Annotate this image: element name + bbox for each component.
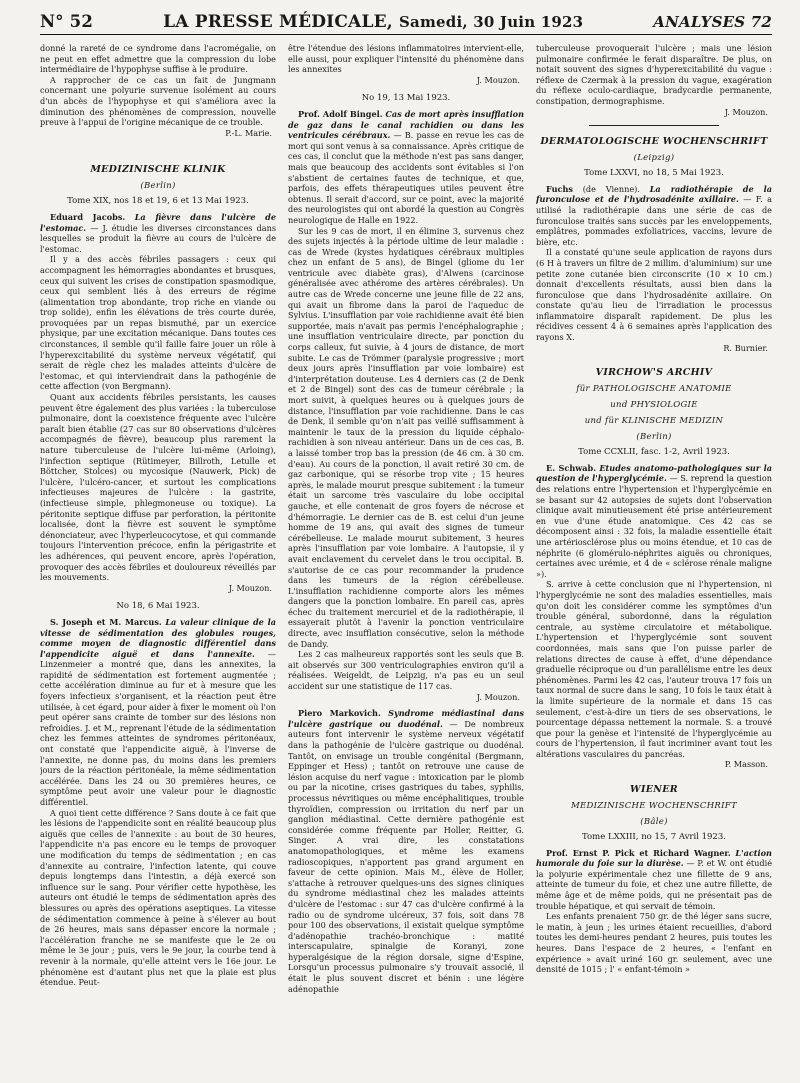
signature: J. Mouzon. bbox=[228, 582, 272, 593]
issue-line: Tome XIX, nos 18 et 19, 6 et 13 Mai 1923. bbox=[67, 196, 249, 207]
paragraph: Les 2 cas malheureux rapportés sont les seuls que B. ait observés sur 300 ventriculographies environ qu'il a réalisées. Weigeldt, de Leipzig, n'a pas eu un seul accident sur une statistique de 117 cas. bbox=[288, 649, 524, 692]
signature: P.-L. Marie. bbox=[225, 127, 272, 138]
journal-city: (Leipzig) bbox=[633, 153, 675, 164]
journal-title: LA PRESSE MÉDICALE, bbox=[163, 12, 393, 32]
article-title: Syndrome médiastinal dans l'ulcère gastrique ou duodénal. bbox=[288, 708, 524, 729]
journal-title-line bbox=[163, 12, 583, 32]
article bbox=[536, 184, 772, 248]
journal-heading bbox=[536, 784, 772, 828]
article-author: S. Joseph et M. Marcus. bbox=[50, 616, 162, 627]
paragraph: S. arrive à cette conclusion que ni l'hypertension, ni l'hyperglycémie ne sont des maladies essentielles, mais qu'on doit les considérer comme les symptômes d'un trouble général, subordonné, dans la régulation centrale, au système circulatoire et métabolique. L'hypertension et l'hyperglycémie sont souvent coordonnées, mais sans que l'on puisse parler de relations directes de cause à effet, d'une dépendance graduelle réciproque ou d'un parallélisme entre les deux phénomènes. Parmi les 42 cas, l'auteur trouva 17 fois un taux normal de sucre dans le sang, 10 fois le taux était à la limite supérieure de la normale et dans 15 cas seulement, c'est-à-dire un tiers de ses observations, le pourcentage dépassa nettement la normale. S. a trouvé que pour la genèse et l'intensité de l'hyperglycémie au cours de l'hypertension, il faut incriminer avant tout les altérations vasculaires du pancréas. bbox=[536, 579, 772, 759]
article-text: — Linzenmeier a montré que, dans les annexites, la rapidité de sédimentation est fortement augmentée ; cette accélération diminue au fur et à mesure que les foyers infectieux s'organisent, et la réaction peut être utilisée, à cet égard, pour aider à fixer le moment où l'on peut opérer sans crainte de tomber sur des lésions non refroidies. J. et M., reprenant l'étude de la sédimentation chez les femmes atteintes de syndromes péritonéaux, ont constaté que l'appendicite aiguë, à l'inverse de l'annexite, ne donne pas, du moins dans les premiers jours de la réaction péritonéale, la même sédimentation accélérée. Dans les 24 ou 30 premières heures, ce symptôme peut avoir une valeur pour le diagnostic différentiel. bbox=[40, 648, 276, 807]
article bbox=[40, 617, 276, 808]
journal-name-line-2: für PATHOLOGISCHE ANATOMIE bbox=[576, 384, 732, 395]
article bbox=[536, 463, 772, 580]
paragraph: A rapprocher de ce cas un fait de Jungmann concernant une polyurie survenue isolément au cours d'un abcès de l'hypophyse et qui s'améliora avec la diminution des phénomènes de compression, nouvelle preuve à l'appui de l'origine mécanique de ce trouble. bbox=[40, 74, 276, 128]
running-head bbox=[40, 12, 772, 35]
article-text: — F. a utilisé la radiothérapie dans une série de cas de furonculose traités sans succès par les enveloppements, emplâtres, pommades exfoliatrices, vaccins, levure de bière, etc. bbox=[536, 194, 772, 247]
article bbox=[288, 109, 524, 226]
article-text: — J. étudie les diverses circonstances dans lesquelles se produit la fièvre au cours de l'ulcère de l'estomac. bbox=[40, 222, 276, 254]
article-title: La radiothérapie de la furonculose et de l'hydrosadénite axillaire. bbox=[536, 183, 772, 205]
article-text: — De nombreux auteurs font intervenir le système nerveux végétatif dans la pathogénie de l'ulcère gastrique ou duodénal. Tantôt, on envisage un trouble congénital (Bergmann, Eppinger et Hess) ; tantôt on retrouve une cause de lésion acquise du nerf vague : intoxication par le plomb ou par la nicotine, crises gastriques du tabes, syphilis, processus névritiques ou même encéphalitiques, trouble thyroïdien, compression ou irritation du nerf par un ganglion médiastinal. Cette dernière pathogénie est considérée comme fréquente par Holler, Reitter, G. Singer. A vrai dire, les constatations anatomopathologiques, et même les examens radioscopiques, n'apportent pas grand argument en faveur de cette opinion. Mais M., élève de Holler, s'attache à retrouver quelques-uns des signes cliniques du syndrome médiastinal chez les malades atteints d'ulcère de l'estomac : sur 47 cas d'ulcère confirmé à la radio ou de syndrome ulcéreux, 37 fois, soit dans 78 pour 100 des observations, il existait quelque symptôme d'adénopathie trachéo-bronchique : matité interscapulaire, spinalgie de Koranyi, zone hyperalgésique de la région dorsale, signe d'Espine, Lorsqu'un processus pulmonaire s'y trouvait associé, il était le plus souvent discret et bénin : une légère adénopathie bbox=[288, 718, 524, 994]
journal-name: MEDIZINISCHE KLINIK bbox=[90, 164, 226, 176]
issue-line: Tome LXXVI, no 18, 5 Mai 1923. bbox=[584, 168, 724, 179]
paragraph: Sur les 9 cas de mort, il en élimine 3, survenus chez des sujets injectés à la période ultime de leur maladie : cas de Wrede (kystes hydatiques cérébraux multiples chez un enfant de 5 ans), de Bingel (gliome du 1er ventricule avec diabète gras), d'Alwens (carcinose généralisée avec athérome des artères cérébrales). Un autre cas de Wrede concerne une jeune fille de 22 ans, qui avait un fibrome dans la paroi de l'aqueduc de Sylvius. L'insufflation par voie rachidienne avait été bien supportée, mais n'avait pas permis l'encéphalographie ; une insufflation ventriculaire directe, par ponction du corps calleux, fut suivie, à 4 jours de distance, de mort subite. Le cas de Trömmer (paralysie progressive ; mort deux jours après l'insufflation par voie lombaire) est d'interprétation douteuse. Les 4 derniers cas (2 de Denk et 2 de Bingel) sont des cas de tumeur cérébrale ; la mort suivit, à quelques heures ou à quelques jours de distance, l'insufflation par voie rachidienne. Dans le cas de Denk, il semble qu'on n'ait pas veillé suffisamment à maintenir le taux de la pression du liquide céphalo-rachidien à son niveau antérieur. Dans un de ces cas, B. a laissé tomber trop bas la pression (de 46 cm. à 30 cm. d'eau). Au cours de la ponction, il avait retiré 30 cm. de gaz carbonique, qui se résorbe trop vite ; 15 heures après, le malade mourut presque subitement : la tumeur était un sarcome très vasculaire du lobe occipital gauche, et elle contenait de gros foyers de nécrose et d'hémorragie. Le dernier cas de B. est celui d'un jeune homme de 19 ans, qui avait des signes de tumeur cérébelleuse. Le malade mourut subitement, 3 heures après l'insufflation par voie lombaire. A l'autopsie, il y avait enclavement du cervelet dans le trou occipital. B. s'autorise de ce cas pour recommander la prudence dans les tumeurs de la région cérébelleuse. L'insufflation rachidienne comporte alors les mêmes dangers que la ponction lombaire. En pareil cas, après échec du traitement mercuriel et de la radiothérapie, il essayerait plutôt à l'avenir la ponction ventriculaire directe, avec insufflation consécutive, selon la méthode de Dandy. bbox=[288, 225, 524, 649]
article-text: — P. et W. ont étudié la polyurie expérimentale chez une fillette de 9 ans, atteinte de tumeur du foie, et chez une autre fillette, de même âge et de même poids, qui ne présentait pas de trouble hépatique, et qui servait de témoin. bbox=[536, 858, 772, 911]
signature: J. Mouzon. bbox=[724, 106, 768, 117]
journal-heading bbox=[536, 136, 772, 164]
paragraph: Il a constaté qu'une seule application de rayons durs (6 H à travers un filtre de 2 millim. d'aluminium) sur une petite zone cutanée bien circonscrite (10 × 10 cm.) donnait d'excellents résultats, aussi bien dans la furonculose que dans l'hydrosadénite axillaire. On constate qu'au lieu de l'irradiation le processus inflammatoire disparaît rapidement. De plus les récidives cessent 4 à 6 semaines après l'application des rayons X. bbox=[536, 247, 772, 343]
article-author: Eduard Jacobs. bbox=[50, 211, 126, 222]
article-author: Prof. Ernst P. Pick et Richard Wagner. bbox=[546, 847, 731, 858]
issue-line: Tome LXXIII, no 15, 7 Avril 1923. bbox=[582, 832, 726, 843]
article bbox=[288, 708, 524, 994]
article-title: L'action humorale du foie sur la diurèse. bbox=[536, 847, 772, 869]
page-number: 72 bbox=[750, 13, 772, 31]
column-3 bbox=[536, 43, 772, 1083]
paragraph: tuberculeuse provoquerait l'ulcère ; mais une lésion pulmonaire confirmée le ferait disparaître. De plus, on notait souvent des signes d'hyperexcitabilité du vague : réflexe de Czermak à la pression du vague, exagération du réflexe oculo-cardiaque, bradycardie permanente, constipation, dermographisme. bbox=[536, 43, 772, 106]
article bbox=[40, 212, 276, 254]
journal-name: WIENER bbox=[630, 784, 678, 796]
paragraph: Les enfants prenaient 750 gr. de thé léger sans sucre, le matin, à jeun ; les urines étaient recueillies, d'abord toutes les demi-heures pendant 2 heures, puis toutes les heures. Dans l'espace de 2 heures, « l'enfant en expérience » avait uriné 160 gr. seulement, avec une densité de 1015 ; l' « enfant-témoin » bbox=[536, 911, 772, 975]
article-author: Prof. Adolf Bingel. bbox=[298, 108, 383, 119]
article-title: Cas de mort après insufflation de gaz dans le canal rachidien ou dans les ventricules cérébraux. bbox=[288, 108, 524, 141]
issue-number: N° 52 bbox=[40, 12, 94, 31]
issue-line: No 19, 13 Mai 1923. bbox=[361, 93, 451, 104]
separator-rule bbox=[589, 125, 719, 126]
column-2 bbox=[288, 43, 524, 1083]
column-1 bbox=[40, 43, 276, 1083]
journal-city: (Berlin) bbox=[140, 181, 176, 192]
paragraph: être l'étendue des lésions inflammatoires intervient-elle, elle aussi, pour expliquer l'intensité du phénomène dans les annexites bbox=[288, 43, 524, 75]
article-text: — B. passe en revue les cas de mort qui sont venus à sa connaissance. Après critique de ces cas, il conclut que la méthode n'est pas sans danger, mais que beaucoup des accidents sont évitables si l'on s'abstient de certaines fautes de technique, et que, parfois, des effets thérapeutiques utiles peuvent être obtenus. Il serait d'accord, sur ce point, avec la majorité des neurologistes qui ont abordé la question au Congrès neurologique de Halle en 1922. bbox=[288, 130, 524, 225]
article bbox=[536, 848, 772, 912]
article-author: Piero Markovich. bbox=[298, 708, 381, 719]
paragraph: A quoi tient cette différence ? Sans doute à ce fait que les lésions de l'appendicite sont en réalité beaucoup plus aiguës que celles de l'annexite : au bout de 30 heures, l'appendicite n'a pas encore eu le temps de provoquer une modification du temps de sédimentation ; en cas d'annexite au contraire, l'infection latente, qui couve depuis longtemps dans l'intestin, a déjà exercé son influence sur le sang. Pour vérifier cette hypothèse, les auteurs ont étudié le temps de sédimentation après des blessures ou après des opérations aseptiques. La vitesse de sédimentation commence à peine à s'élever au bout de 26 heures, mais sans dépasser encore la normale ; l'accélération franche ne se manifeste que le 2e ou même le 3e jour ; puis, vers le 9e jour, la courbe tend à revenir à la normale, qu'elle atteint vers le 16e jour. Le phénomène est d'autant plus net que la plaie est plus étendue. Peut- bbox=[40, 807, 276, 988]
section-and-page bbox=[653, 13, 772, 31]
signature: R. Burnier. bbox=[723, 342, 768, 353]
journal-city: (Berlin) bbox=[636, 432, 672, 443]
signature: P. Masson. bbox=[724, 759, 768, 770]
text-columns bbox=[40, 43, 772, 1083]
article-title: La fièvre dans l'ulcère de l'estomac. bbox=[40, 211, 276, 233]
journal-heading bbox=[536, 367, 772, 443]
section-name: ANALYSES bbox=[653, 13, 746, 31]
article-author: E. Schwab. bbox=[546, 462, 597, 473]
article-text: — S. reprend la question des relations entre l'hypertension et l'hyperglycémie en se basant sur 42 autopsies de sujets dont l'observation clinique avait minutieusement été prise antérieurement en vue d'une étude anatomique. Ces 42 cas se décomposent ainsi : 32 fois, la maladie essentielle était une artériosclérose plus ou moins étendue, et 10 cas de néphrite (6 glomérulo-néphrites aiguës ou chroniques, certaines avec urémie, et 4 de « sclérose rénale maligne »). bbox=[536, 473, 772, 579]
paragraph: Quant aux accidents fébriles persistants, les causes peuvent être également des plus variées : la tuberculose pulmonaire, dont la coexistence fréquente avec l'ulcère paraît bien établie (27 cas sur 80 observations d'ulcères accompagnés de fièvre), beaucoup plus rarement la nature tuberculeuse de l'ulcère lui-même (Arloing), l'infection septique (Rütimeyer, Billroth, Letulle et Böttcher, Stolces) ou mycosique (Nauwerk, Pick) de l'ulcère, l'ulcéro-cancer, et surtout les complications infectieuses majeures de l'ulcère : la gastrite, (infectieuse simple, phlegmoneuse ou toxique). La péritonite septique diffuse par perforation, la péritonite localisée, dont la fièvre est souvent le symptôme dénonciateur, avec l'hyperleucocytose, et qui commande toujours l'intervention précoce, enfin la périgastrite et les adhérences, qui peuvent encore, après l'opération, provoquer des accès fébriles et douloureux réveillés par les mouvements. bbox=[40, 392, 276, 583]
article-author: Fuchs bbox=[546, 183, 573, 194]
paragraph: Il y a des accès fébriles passagers : ceux qui accompagnent les hémorragies abondantes et brusques, ceux qui suivent les crises de constipation spasmodique, ceux qui semblent liés à des erreurs de régime (alimentation trop abondante, trop riche en viande ou trop solide), enfin les élévations de très courte durée, provoquées par un repas bismuthé, par un exercice physique, par une excitation mécanique. Dans toutes ces circonstances, il semble qu'il faille faire jouer un rôle à l'hyperexcitabilité du système nerveux végétatif, qui serait de règle chez les malades atteints d'ulcère de l'estomac, et qui interviendrait dans la pathogénie de cette affection (von Bergmann). bbox=[40, 254, 276, 392]
signature: J. Mouzon. bbox=[476, 74, 520, 85]
signature: J. Mouzon. bbox=[476, 691, 520, 702]
article-title: Etudes anatomo-pathologiques sur la question de l'hyperglycémie. bbox=[536, 462, 772, 484]
journal-city: (Bâle) bbox=[640, 817, 668, 828]
journal-name-line-2: MEDIZINISCHE WOCHENSCHRIFT bbox=[571, 801, 737, 812]
journal-heading bbox=[40, 164, 276, 192]
journal-name-line-3: und PHYSIOLOGIE bbox=[610, 400, 698, 411]
journal-date: Samedi, 30 Juin 1923 bbox=[399, 13, 584, 31]
journal-name: DERMATOLOGISCHE WOCHENSCHRIFT bbox=[540, 136, 768, 148]
journal-name: VIRCHOW'S ARCHIV bbox=[595, 367, 713, 379]
paragraph: donné la rareté de ce syndrome dans l'acromégalie, on ne peut en effet admettre que la compression du lobe intermédiaire de l'hypophyse suffise à le produire. bbox=[40, 43, 276, 75]
journal-name-line-4: und für KLINISCHE MEDIZIN bbox=[584, 416, 724, 427]
author-affiliation: (de Vienne). bbox=[582, 183, 640, 194]
article-title: La valeur clinique de la vitesse de sédimentation des globules rouges, comme moyen de diagnostic différentiel dans l'appendicite aiguë et dans l'annexite. bbox=[40, 616, 276, 659]
issue-line: Tome CCXLII, fasc. 1-2, Avril 1923. bbox=[578, 447, 730, 458]
issue-line: No 18, 6 Mai 1923. bbox=[116, 601, 200, 612]
